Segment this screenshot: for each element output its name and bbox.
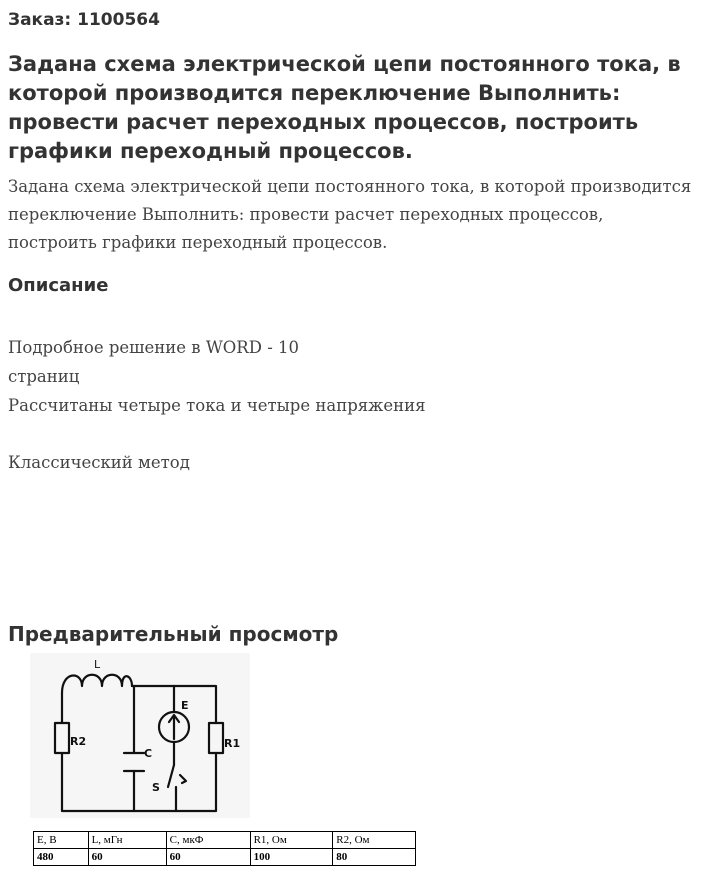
table-cell: 60 bbox=[166, 849, 250, 866]
description-line: Подробное решение в WORD - 10 bbox=[8, 338, 300, 357]
capacitor-symbol bbox=[124, 753, 144, 771]
table-header-cell: С, мкФ bbox=[166, 832, 250, 849]
switch-symbol bbox=[168, 765, 186, 787]
circuit-schematic bbox=[30, 653, 250, 818]
lead-paragraph: Задана схема электрической цепи постоянного тока, в которой производится переключение Выполнить: провести расчет переходных процессов, построить графики переходный процессов. bbox=[8, 177, 692, 252]
label-source: E bbox=[181, 699, 189, 712]
label-r2: R2 bbox=[70, 735, 87, 748]
table-header-cell: L, мГн bbox=[88, 832, 166, 849]
description-line: Рассчитаны четыре тока и четыре напряжения bbox=[8, 396, 426, 415]
preview-heading: Предварительный просмотр bbox=[8, 622, 339, 646]
table-cell: 60 bbox=[88, 849, 166, 866]
resistor-r1-symbol bbox=[209, 723, 223, 753]
description-line: страниц bbox=[8, 367, 80, 386]
inductor-symbol bbox=[62, 675, 132, 693]
label-r1: R1 bbox=[224, 737, 241, 750]
table-header-cell: R2, Ом bbox=[333, 832, 416, 849]
table-cell: 480 bbox=[34, 849, 89, 866]
voltage-source-symbol bbox=[159, 712, 189, 742]
table-header-cell: E, В bbox=[34, 832, 89, 849]
order-number: Заказ: 1100564 bbox=[8, 10, 160, 30]
resistor-r2-symbol bbox=[55, 723, 69, 753]
label-switch: S bbox=[152, 781, 160, 794]
table-header-row bbox=[34, 832, 416, 849]
description-line: Классический метод bbox=[8, 453, 190, 472]
page-title: Задана схема электрической цепи постоянного тока, в которой производится переключение Выполнить: провести расчет переходных процессов, построить графики переходный процессов. bbox=[8, 52, 681, 163]
table-cell: 100 bbox=[250, 849, 333, 866]
table-cell: 80 bbox=[333, 849, 416, 866]
table-header-cell: R1, Ом bbox=[250, 832, 333, 849]
description-heading: Описание bbox=[8, 275, 109, 296]
label-inductor: L bbox=[94, 658, 101, 671]
table-row bbox=[34, 849, 416, 866]
label-capacitor: C bbox=[144, 747, 153, 760]
parameters-table bbox=[33, 831, 416, 866]
circuit-wires bbox=[62, 686, 216, 811]
